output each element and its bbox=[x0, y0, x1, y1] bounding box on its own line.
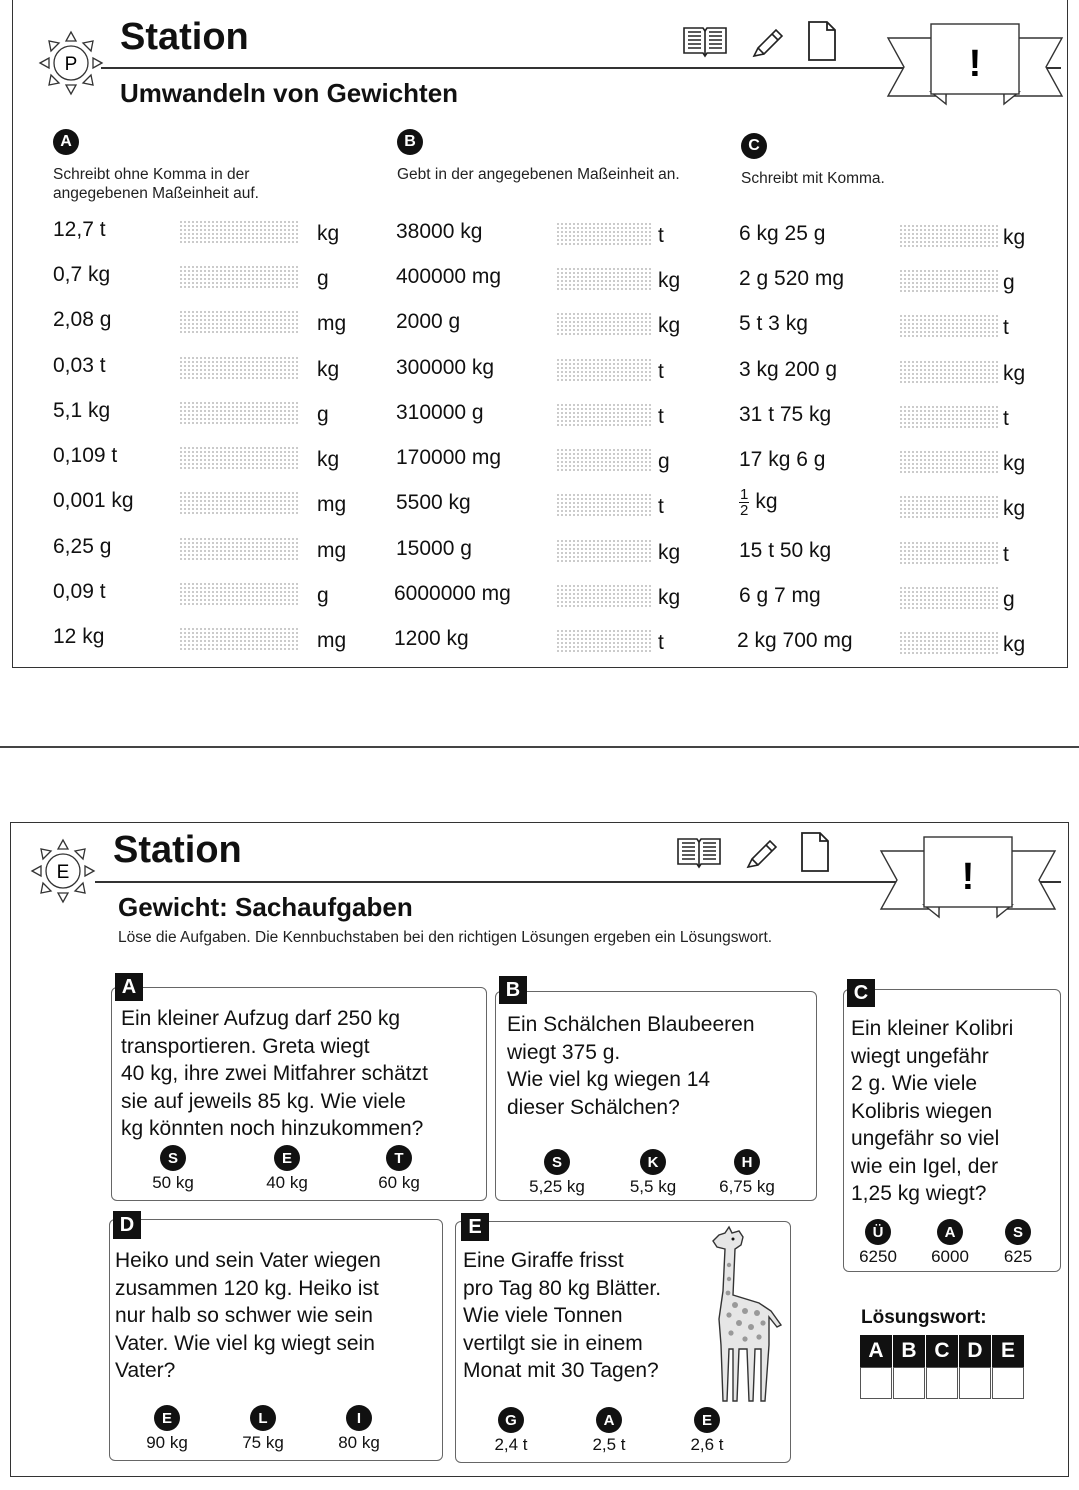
column-a-instruction bbox=[53, 165, 353, 203]
given-value: 3 kg 200 g bbox=[739, 358, 838, 381]
given-value: 0,109 t bbox=[53, 444, 118, 467]
fraction bbox=[739, 487, 749, 518]
option-value: 60 kg bbox=[378, 1173, 420, 1192]
answer-option[interactable] bbox=[911, 1219, 989, 1267]
answer-blank[interactable] bbox=[899, 495, 999, 519]
given-value: 300000 kg bbox=[396, 356, 495, 379]
task-line: 2 g. Wie viele bbox=[851, 1072, 978, 1095]
option-letter: H bbox=[734, 1149, 760, 1175]
page-icon bbox=[805, 20, 839, 62]
target-unit: t bbox=[658, 631, 664, 654]
station-e-title: Station bbox=[113, 829, 242, 871]
task-line: Heiko und sein Vater wiegen bbox=[115, 1249, 381, 1272]
loesungswort-letter: E bbox=[992, 1335, 1024, 1367]
given-value bbox=[739, 487, 778, 518]
target-unit: kg bbox=[317, 222, 340, 245]
giraffe-icon bbox=[695, 1225, 787, 1405]
target-unit: kg bbox=[317, 358, 340, 381]
station-p-subtitle: Umwandeln von Gewichten bbox=[120, 78, 459, 108]
station-e-letter: E bbox=[56, 862, 70, 883]
target-unit: kg bbox=[658, 541, 681, 564]
answer-option[interactable] bbox=[319, 1405, 399, 1453]
banner-icon bbox=[879, 831, 1057, 921]
target-unit: kg bbox=[658, 314, 681, 337]
task-a-text bbox=[121, 1005, 428, 1143]
answer-option[interactable] bbox=[223, 1405, 303, 1453]
task-line: vertilgt sie in einem bbox=[463, 1331, 643, 1355]
given-value: 400000 mg bbox=[396, 265, 502, 288]
task-line: sie auf jeweils 85 kg. Wie viele bbox=[121, 1089, 406, 1113]
target-unit: t bbox=[658, 405, 664, 428]
fraction-denominator: 2 bbox=[740, 502, 749, 519]
task-line: Ein Schälchen Blaubeeren bbox=[507, 1013, 755, 1036]
option-letter: A bbox=[596, 1407, 622, 1433]
answer-option[interactable] bbox=[667, 1407, 747, 1455]
column-b-instruction: Gebt in der angegebenen Maßeinheit an. bbox=[397, 166, 680, 183]
answer-blank[interactable] bbox=[556, 493, 652, 517]
option-letter: E bbox=[274, 1145, 300, 1171]
answer-blank[interactable] bbox=[179, 627, 299, 651]
given-value: 5,1 kg bbox=[53, 399, 111, 422]
pencil-icon bbox=[750, 26, 786, 60]
instruction-line: angegebenen Maßeinheit auf. bbox=[53, 185, 259, 202]
option-value: 2,6 t bbox=[690, 1435, 724, 1454]
target-unit: g bbox=[317, 403, 329, 426]
answer-blank[interactable] bbox=[179, 537, 299, 561]
task-line: wiegt 375 g. bbox=[507, 1040, 621, 1064]
page-separator bbox=[0, 746, 1079, 748]
task-c-text bbox=[851, 1015, 1013, 1208]
answer-option[interactable] bbox=[127, 1405, 207, 1453]
task-line: Ein kleiner Kolibri bbox=[851, 1017, 1014, 1040]
answer-blank[interactable] bbox=[556, 358, 652, 382]
given-value: 310000 g bbox=[396, 401, 484, 424]
target-unit: g bbox=[1003, 271, 1015, 294]
answer-option[interactable] bbox=[359, 1145, 439, 1193]
answer-blank[interactable] bbox=[899, 405, 999, 429]
answer-blank[interactable] bbox=[899, 360, 999, 384]
option-value: 90 kg bbox=[146, 1433, 188, 1452]
given-value: 2,08 g bbox=[53, 308, 112, 331]
task-line: Wie viele Tonnen bbox=[463, 1304, 623, 1327]
option-letter: L bbox=[250, 1405, 276, 1431]
answer-blank[interactable] bbox=[899, 314, 999, 338]
given-value: 17 kg 6 g bbox=[739, 448, 826, 471]
answer-blank[interactable] bbox=[179, 446, 299, 470]
target-unit: kg bbox=[1003, 452, 1026, 475]
given-value: 6,25 g bbox=[53, 535, 112, 558]
task-line: 1,25 kg wiegt? bbox=[851, 1182, 987, 1205]
answer-blank[interactable] bbox=[899, 450, 999, 474]
given-value: 15000 g bbox=[396, 537, 472, 560]
loesungswort-input-e[interactable] bbox=[992, 1367, 1024, 1399]
banner-symbol: ! bbox=[961, 856, 975, 898]
answer-blank[interactable] bbox=[899, 586, 999, 610]
option-letter: S bbox=[544, 1149, 570, 1175]
option-letter: Ü bbox=[865, 1219, 891, 1245]
option-value: 80 kg bbox=[338, 1433, 380, 1452]
task-line: Monat mit 30 Tagen? bbox=[463, 1359, 659, 1382]
given-value: 0,7 kg bbox=[53, 263, 111, 286]
target-unit: mg bbox=[317, 539, 347, 562]
option-value: 6,75 kg bbox=[719, 1177, 775, 1196]
task-b-label: B bbox=[499, 976, 527, 1004]
column-c-instruction: Schreibt mit Komma. bbox=[741, 170, 885, 187]
task-line: Eine Giraffe frisst bbox=[463, 1249, 624, 1272]
answer-blank[interactable] bbox=[556, 222, 652, 246]
banner-symbol: ! bbox=[968, 43, 982, 85]
loesungswort-input-d[interactable] bbox=[959, 1367, 991, 1399]
column-c-badge: C bbox=[741, 133, 767, 159]
given-value: 1200 kg bbox=[394, 627, 469, 650]
station-e-card bbox=[10, 822, 1069, 1477]
loesungswort-letter: B bbox=[893, 1335, 925, 1367]
answer-blank[interactable] bbox=[899, 541, 999, 565]
answer-blank[interactable] bbox=[899, 269, 999, 293]
column-c-header bbox=[741, 133, 1041, 188]
option-value: 6250 bbox=[859, 1247, 897, 1266]
option-value: 6000 bbox=[931, 1247, 969, 1266]
column-b-header bbox=[397, 129, 737, 184]
target-unit: kg bbox=[658, 269, 681, 292]
fraction-numerator: 1 bbox=[740, 486, 749, 503]
given-value: 0,03 t bbox=[53, 354, 106, 377]
option-letter: I bbox=[346, 1405, 372, 1431]
option-value: 2,4 t bbox=[494, 1435, 528, 1454]
column-b-badge: B bbox=[397, 129, 423, 155]
fraction-unit: kg bbox=[755, 490, 778, 514]
target-unit: mg bbox=[317, 493, 347, 516]
answer-blank[interactable] bbox=[556, 448, 652, 472]
answer-blank[interactable] bbox=[179, 491, 299, 515]
given-value: 31 t 75 kg bbox=[739, 403, 832, 426]
target-unit: kg bbox=[1003, 633, 1026, 656]
task-line: 40 kg, ihre zwei Mitfahrer schätzt bbox=[121, 1062, 428, 1085]
answer-option[interactable] bbox=[707, 1149, 787, 1197]
target-unit: t bbox=[658, 360, 664, 383]
loesungswort-input-a[interactable] bbox=[860, 1367, 892, 1399]
loesungswort-letter: C bbox=[926, 1335, 958, 1367]
instruction-line: Schreibt ohne Komma in der bbox=[53, 166, 250, 183]
task-line: Vater. Wie viel kg wiegt sein bbox=[115, 1331, 375, 1355]
book-icon bbox=[675, 835, 723, 869]
option-letter: T bbox=[386, 1145, 412, 1171]
answer-blank[interactable] bbox=[556, 312, 652, 336]
answer-blank[interactable] bbox=[556, 267, 652, 291]
given-value: 5 t 3 kg bbox=[739, 312, 808, 335]
given-value: 6000000 mg bbox=[394, 582, 511, 605]
target-unit: t bbox=[1003, 543, 1009, 566]
station-p-card bbox=[12, 0, 1068, 668]
book-icon bbox=[681, 24, 729, 58]
column-a-header bbox=[53, 129, 353, 203]
answer-blank[interactable] bbox=[556, 403, 652, 427]
task-line: wiegt ungefähr bbox=[851, 1044, 989, 1068]
answer-blank[interactable] bbox=[179, 356, 299, 380]
task-intro: Löse die Aufgaben. Die Kennbuchstaben bei den richtigen Lösungen ergeben ein Lösungswort. bbox=[118, 929, 773, 946]
target-unit: kg bbox=[317, 448, 340, 471]
answer-option[interactable] bbox=[133, 1145, 213, 1193]
task-line: Ein kleiner Aufzug darf 250 kg bbox=[121, 1007, 401, 1030]
given-value: 2 g 520 mg bbox=[739, 267, 845, 290]
task-line: transportieren. Greta wiegt bbox=[121, 1034, 370, 1058]
option-value: 5,5 kg bbox=[629, 1177, 677, 1196]
column-a-badge: A bbox=[53, 129, 79, 155]
page-icon bbox=[798, 831, 832, 873]
task-line: kg könnten noch hinzukommen? bbox=[121, 1117, 424, 1140]
task-line: dieser Schälchen? bbox=[507, 1095, 680, 1119]
task-line: zusammen 120 kg. Heiko ist bbox=[115, 1276, 379, 1300]
task-e-text bbox=[463, 1247, 661, 1385]
given-value: 6 kg 25 g bbox=[739, 222, 826, 245]
target-unit: t bbox=[658, 224, 664, 247]
option-value: 40 kg bbox=[266, 1173, 308, 1192]
target-unit: g bbox=[317, 584, 329, 607]
option-letter: E bbox=[154, 1405, 180, 1431]
task-a-label: A bbox=[115, 973, 143, 1001]
target-unit: g bbox=[317, 267, 329, 290]
station-e-subtitle: Gewicht: Sachaufgaben bbox=[118, 892, 413, 922]
loesungswort-input-c[interactable] bbox=[926, 1367, 958, 1399]
task-b-text bbox=[507, 1011, 755, 1121]
given-value: 38000 kg bbox=[396, 220, 483, 243]
target-unit: kg bbox=[1003, 362, 1026, 385]
sun-icon bbox=[35, 27, 107, 99]
loesungswort-input-b[interactable] bbox=[893, 1367, 925, 1399]
answer-blank[interactable] bbox=[556, 629, 652, 653]
answer-blank[interactable] bbox=[556, 539, 652, 563]
given-value: 2 kg 700 mg bbox=[737, 629, 853, 652]
answer-option[interactable] bbox=[983, 1219, 1053, 1267]
target-unit: g bbox=[1003, 588, 1015, 611]
given-value: 170000 mg bbox=[396, 446, 502, 469]
answer-blank[interactable] bbox=[179, 220, 299, 244]
given-value: 0,001 kg bbox=[53, 489, 134, 512]
task-line: pro Tag 80 kg Blätter. bbox=[463, 1276, 662, 1300]
given-value: 15 t 50 kg bbox=[739, 539, 832, 562]
target-unit: kg bbox=[658, 586, 681, 609]
option-value: 2,5 t bbox=[592, 1435, 626, 1454]
target-unit: mg bbox=[317, 629, 347, 652]
given-value: 12,7 t bbox=[53, 218, 106, 241]
given-value: 12 kg bbox=[53, 625, 105, 648]
answer-blank[interactable] bbox=[556, 584, 652, 608]
task-d-label: D bbox=[113, 1211, 141, 1239]
given-value: 5500 kg bbox=[396, 491, 471, 514]
target-unit: kg bbox=[1003, 497, 1026, 520]
option-value: 75 kg bbox=[242, 1433, 284, 1452]
sun-icon bbox=[27, 835, 99, 907]
answer-option[interactable] bbox=[839, 1219, 917, 1267]
option-letter: A bbox=[937, 1219, 963, 1245]
station-p-letter: P bbox=[64, 54, 78, 75]
answer-blank[interactable] bbox=[179, 310, 299, 334]
loesungswort-letter: A bbox=[860, 1335, 892, 1367]
answer-option[interactable] bbox=[471, 1407, 551, 1455]
given-value: 2000 g bbox=[396, 310, 461, 333]
pencil-icon bbox=[744, 837, 780, 871]
task-e-label: E bbox=[461, 1213, 489, 1241]
task-line: wie ein Igel, der bbox=[851, 1154, 999, 1178]
answer-option[interactable] bbox=[517, 1149, 597, 1197]
answer-blank[interactable] bbox=[899, 224, 999, 248]
station-p-title: Station bbox=[120, 16, 249, 58]
loesungswort-title: Lösungswort: bbox=[861, 1307, 987, 1328]
option-letter: K bbox=[640, 1149, 666, 1175]
target-unit: t bbox=[1003, 407, 1009, 430]
target-unit: mg bbox=[317, 312, 347, 335]
answer-blank[interactable] bbox=[179, 401, 299, 425]
loesungswort-letter: D bbox=[959, 1335, 991, 1367]
task-line: ungefähr so viel bbox=[851, 1127, 1000, 1150]
answer-blank[interactable] bbox=[179, 582, 299, 606]
task-line: Kolibris wiegen bbox=[851, 1099, 993, 1123]
option-value: 625 bbox=[1003, 1247, 1033, 1266]
answer-option[interactable] bbox=[613, 1149, 693, 1197]
option-letter: S bbox=[160, 1145, 186, 1171]
task-c-label: C bbox=[847, 979, 875, 1007]
option-letter: S bbox=[1005, 1219, 1031, 1245]
option-letter: G bbox=[498, 1407, 524, 1433]
task-line: Vater? bbox=[115, 1359, 176, 1382]
task-d-text bbox=[115, 1247, 381, 1385]
option-value: 50 kg bbox=[152, 1173, 194, 1192]
answer-option[interactable] bbox=[569, 1407, 649, 1455]
answer-blank[interactable] bbox=[179, 265, 299, 289]
answer-option[interactable] bbox=[247, 1145, 327, 1193]
option-letter: E bbox=[694, 1407, 720, 1433]
task-line: Wie viel kg wiegen 14 bbox=[507, 1068, 711, 1091]
given-value: 6 g 7 mg bbox=[739, 584, 821, 607]
task-line: nur halb so schwer wie sein bbox=[115, 1304, 373, 1327]
target-unit: g bbox=[658, 450, 670, 473]
option-value: 5,25 kg bbox=[529, 1177, 585, 1196]
target-unit: t bbox=[658, 495, 664, 518]
given-value: 0,09 t bbox=[53, 580, 106, 603]
answer-blank[interactable] bbox=[899, 631, 999, 655]
target-unit: t bbox=[1003, 316, 1009, 339]
banner-icon bbox=[886, 18, 1064, 108]
target-unit: kg bbox=[1003, 226, 1026, 249]
